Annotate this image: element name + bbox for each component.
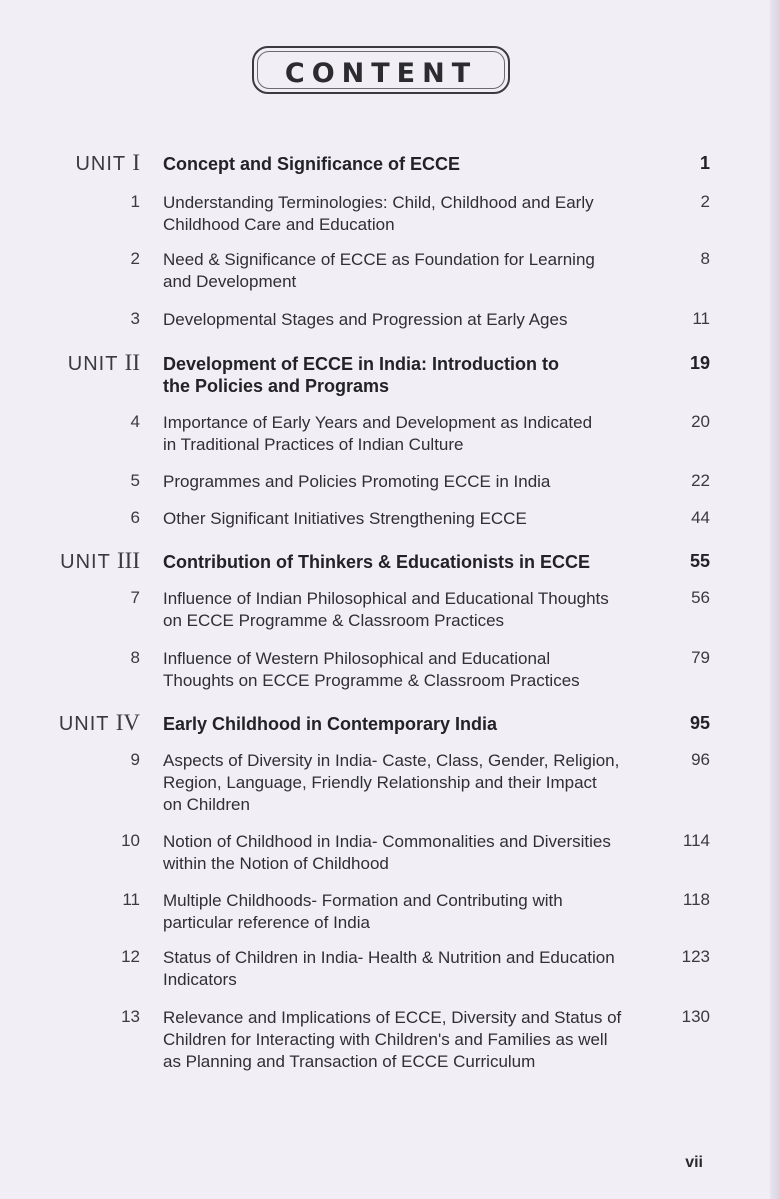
chapter-page: 2 [700,192,710,211]
chapter-number: 3 [130,309,140,328]
chapter-page: 11 [692,309,710,328]
unit-page: 95 [689,713,710,733]
chapter-number: 7 [130,588,140,607]
chapter-page: 79 [691,648,710,667]
chapter-number: 12 [121,947,140,966]
chapter-number: 6 [130,508,140,527]
unit-label [75,150,140,176]
chapter-number: 8 [130,648,140,667]
chapter-title: Influence of Western Philosophical and Educational Thoughts on ECCE Programme & Classroom Practices [163,649,580,690]
chapter-page: 20 [691,412,710,431]
unit-label [68,350,140,376]
chapter-number: 10 [121,831,140,850]
content-title-box [252,46,510,94]
chapter-number: 4 [130,412,140,431]
chapter-number: 1 [130,192,140,211]
unit-roman: III [117,548,140,573]
chapter-number: 5 [130,471,140,490]
unit-prefix: UNIT [67,353,119,375]
chapter-page: 22 [691,471,710,490]
footer-page-number: vii [685,1154,703,1171]
chapter-title: Need & Significance of ECCE as Foundation for Learning and Development [163,250,595,291]
unit-prefix: UNIT [75,153,126,175]
unit-title: Development of ECCE in India: Introduction to the Policies and Programs [163,354,559,396]
chapter-page: 8 [700,249,710,268]
chapter-page: 123 [681,947,710,966]
chapter-title: Aspects of Diversity in India- Caste, Class, Gender, Religion, Region, Language, Friendly Relationship and their Impact on Children [163,751,620,814]
unit-page: 55 [689,551,710,571]
unit-label [60,548,140,574]
chapter-page: 96 [691,750,710,769]
unit-page: 1 [699,153,710,173]
unit-roman: I [132,150,140,175]
unit-page: 19 [689,353,710,373]
chapter-page: 44 [691,508,710,527]
chapter-number: 13 [121,1007,140,1026]
content-title: CONTENT [284,58,478,89]
chapter-number: 2 [130,249,140,268]
chapter-title: Relevance and Implications of ECCE, Diversity and Status of Children for Interacting with Children's and Families as well as Planning and Transaction of ECCE Curriculum [163,1008,622,1071]
chapter-page: 130 [681,1007,710,1026]
chapter-title: Importance of Early Years and Development as Indicated in Traditional Practices of Indian Culture [163,413,593,454]
chapter-title: Influence of Indian Philosophical and Educational Thoughts on ECCE Programme & Classroom Practices [163,589,609,630]
chapter-title: Multiple Childhoods- Formation and Contributing with particular reference of India [163,891,563,932]
unit-roman: II [124,350,140,375]
page-edge [770,0,780,1199]
unit-label [59,710,140,736]
chapter-title: Developmental Stages and Progression at Early Ages [163,310,568,329]
chapter-title: Status of Children in India- Health & Nutrition and Education Indicators [163,948,615,989]
chapter-title: Understanding Terminologies: Child, Childhood and Early Childhood Care and Education [163,193,594,234]
unit-title: Concept and Significance of ECCE [163,154,461,174]
chapter-page: 56 [691,588,710,607]
unit-roman: IV [115,710,140,735]
chapter-number: 11 [122,890,140,909]
chapter-number: 9 [130,750,140,769]
unit-prefix: UNIT [60,551,111,573]
chapter-title: Notion of Childhood in India- Commonalities and Diversities within the Notion of Childhood [163,832,611,873]
unit-title: Early Childhood in Contemporary India [163,714,498,734]
chapter-page: 114 [682,831,710,850]
unit-prefix: UNIT [58,713,110,735]
chapter-title: Other Significant Initiatives Strengthening ECCE [163,509,527,528]
chapter-title: Programmes and Policies Promoting ECCE in India [163,472,551,491]
unit-title: Contribution of Thinkers & Educationists in ECCE [163,552,591,572]
chapter-page: 118 [682,890,710,909]
